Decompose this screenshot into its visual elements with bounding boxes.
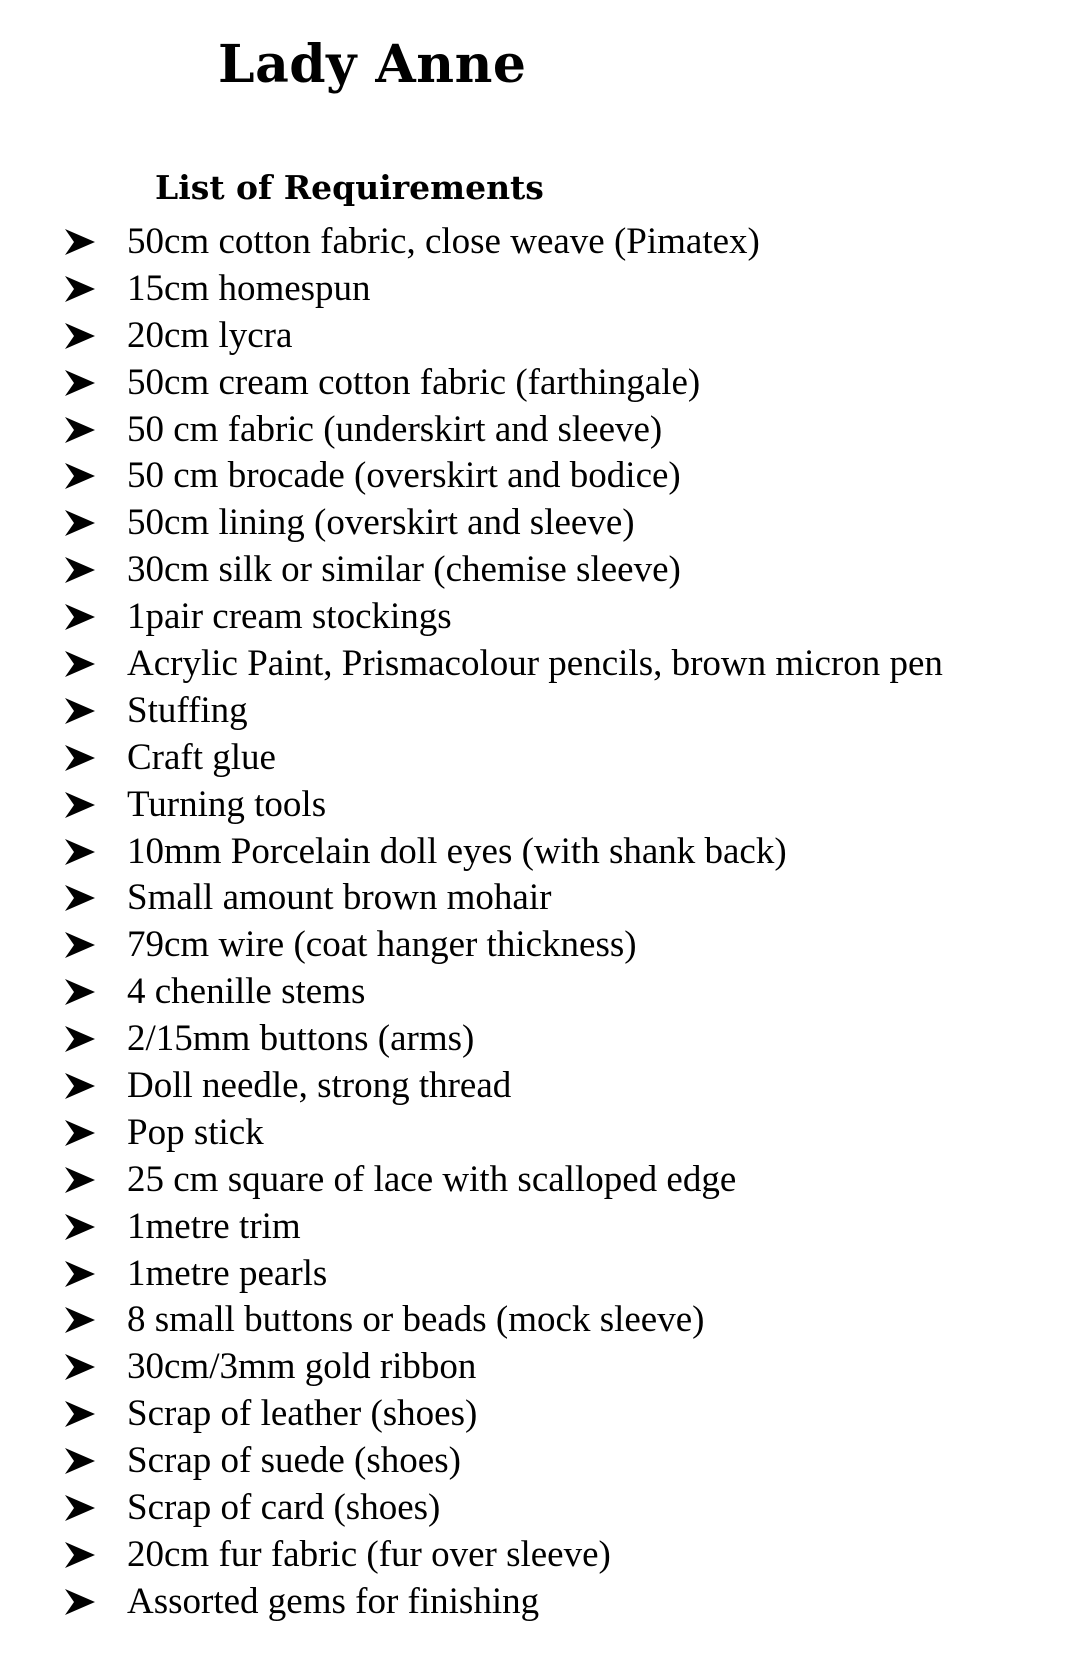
arrowhead-bullet-icon — [64, 931, 96, 959]
list-item-text: 50 cm brocade (overskirt and bodice) — [127, 455, 681, 497]
list-item-text: 20cm fur fabric (fur over sleeve) — [127, 1533, 611, 1575]
arrowhead-bullet-icon — [64, 1119, 96, 1147]
arrowhead-bullet-icon — [64, 1166, 96, 1194]
list-item-text: 10mm Porcelain doll eyes (with shank back) — [127, 830, 787, 872]
list-item-text: Craft glue — [127, 736, 276, 778]
arrowhead-bullet-icon — [64, 1400, 96, 1428]
arrowhead-bullet-icon — [64, 791, 96, 819]
arrowhead-bullet-icon — [64, 556, 96, 584]
list-item-text: Doll needle, strong thread — [127, 1065, 512, 1107]
list-item-text: Pop stick — [127, 1111, 264, 1153]
arrowhead-bullet-icon — [64, 275, 96, 303]
list-item-text: Scrap of card (shoes) — [127, 1487, 441, 1529]
list-item-text: 25 cm square of lace with scalloped edge — [127, 1158, 737, 1200]
list-item-text: Stuffing — [127, 689, 248, 731]
list-item-text: 20cm lycra — [127, 314, 293, 356]
list-item-text: 30cm silk or similar (chemise sleeve) — [127, 549, 681, 591]
list-item-text: 50cm cream cotton fabric (farthingale) — [127, 361, 701, 403]
list-heading: List of Requirements — [155, 168, 544, 207]
list-item-text: 50cm lining (overskirt and sleeve) — [127, 502, 635, 544]
list-item-text: 15cm homespun — [127, 267, 371, 309]
arrowhead-bullet-icon — [64, 509, 96, 537]
list-item-text: Assorted gems for finishing — [127, 1580, 540, 1622]
list-item-text: 8 small buttons or beads (mock sleeve) — [127, 1299, 705, 1341]
list-item-text: Acrylic Paint, Prismacolour pencils, brown micron pen — [127, 643, 943, 685]
arrowhead-bullet-icon — [64, 1213, 96, 1241]
list-item-text: 4 chenille stems — [127, 971, 366, 1013]
arrowhead-bullet-icon — [64, 462, 96, 490]
arrowhead-bullet-icon — [64, 1541, 96, 1569]
list-item-text: Turning tools — [127, 783, 327, 825]
list-item-text: 2/15mm buttons (arms) — [127, 1018, 475, 1060]
arrowhead-bullet-icon — [64, 1072, 96, 1100]
list-item-text: 30cm/3mm gold ribbon — [127, 1346, 477, 1388]
arrowhead-bullet-icon — [64, 1260, 96, 1288]
arrowhead-bullet-icon — [64, 228, 96, 256]
arrowhead-bullet-icon — [64, 369, 96, 397]
list-item-text: 79cm wire (coat hanger thickness) — [127, 924, 637, 966]
page-title: Lady Anne — [218, 34, 527, 95]
list-item-text: 50 cm fabric (underskirt and sleeve) — [127, 408, 663, 450]
arrowhead-bullet-icon — [64, 1588, 96, 1616]
arrowhead-bullet-icon — [64, 744, 96, 772]
list-item-text: 1pair cream stockings — [127, 596, 452, 638]
list-item-text: 1metre pearls — [127, 1252, 328, 1294]
arrowhead-bullet-icon — [64, 978, 96, 1006]
arrowhead-bullet-icon — [64, 1494, 96, 1522]
list-item-text: Small amount brown mohair — [127, 877, 552, 919]
list-item-text: 50cm cotton fabric, close weave (Pimatex) — [127, 221, 760, 262]
arrowhead-bullet-icon — [64, 697, 96, 725]
arrowhead-bullet-icon — [64, 416, 96, 444]
list-item-text: 1metre trim — [127, 1205, 301, 1247]
arrowhead-bullet-icon — [64, 1306, 96, 1334]
arrowhead-bullet-icon — [64, 322, 96, 350]
arrowhead-bullet-icon — [64, 1353, 96, 1381]
arrowhead-bullet-icon — [64, 1025, 96, 1053]
arrowhead-bullet-icon — [64, 650, 96, 678]
list-item-text: Scrap of suede (shoes) — [127, 1440, 461, 1482]
arrowhead-bullet-icon — [64, 884, 96, 912]
arrowhead-bullet-icon — [64, 1447, 96, 1475]
list-item-text: Scrap of leather (shoes) — [127, 1393, 478, 1435]
arrowhead-bullet-icon — [64, 603, 96, 631]
arrowhead-bullet-icon — [64, 838, 96, 866]
